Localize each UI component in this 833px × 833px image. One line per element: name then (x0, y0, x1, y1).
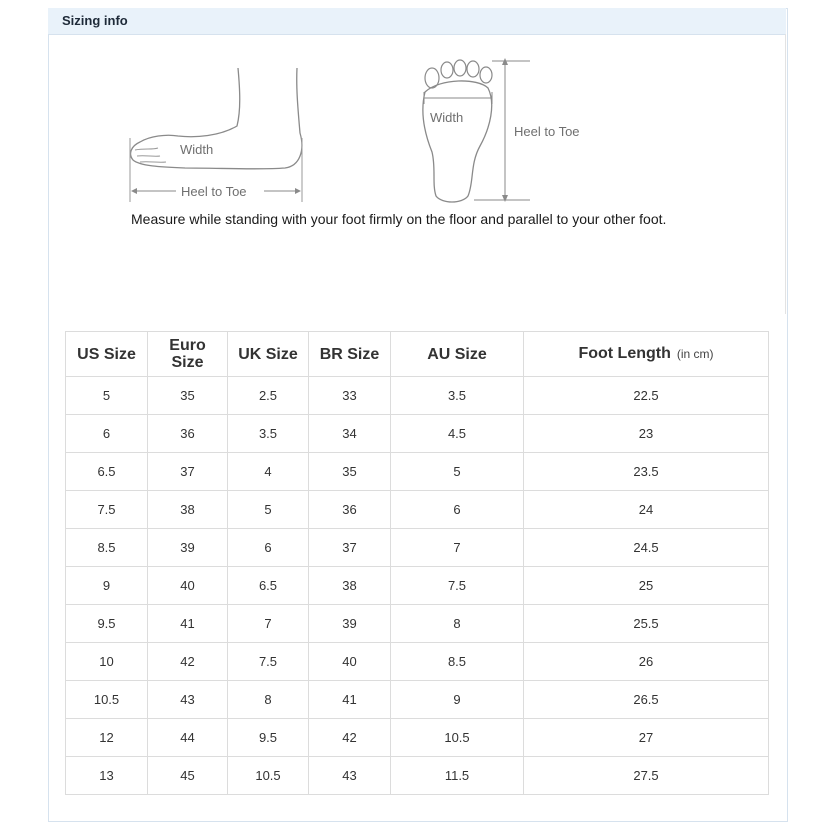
cell-au: 3.5 (391, 377, 524, 415)
cell-us: 9.5 (66, 605, 148, 643)
cell-euro: 39 (148, 529, 228, 567)
cell-br: 38 (309, 567, 391, 605)
cell-us: 10.5 (66, 681, 148, 719)
cell-uk: 9.5 (228, 719, 309, 757)
table-row (66, 643, 769, 681)
cell-uk: 7.5 (228, 643, 309, 681)
cell-br: 36 (309, 491, 391, 529)
header-euro-line2: Size (171, 354, 204, 371)
table-header-row (66, 332, 769, 377)
cell-au: 8.5 (391, 643, 524, 681)
cell-foot-length: 27.5 (524, 757, 769, 795)
cell-uk: 10.5 (228, 757, 309, 795)
toe-2 (441, 62, 453, 78)
cell-au: 5 (391, 453, 524, 491)
cell-foot-length: 25.5 (524, 605, 769, 643)
table-row (66, 529, 769, 567)
foot-measure-diagram (0, 0, 833, 240)
sole-outline (423, 81, 492, 202)
table-row (66, 605, 769, 643)
cell-br: 34 (309, 415, 391, 453)
header-uk-size: UK Size (228, 332, 309, 377)
table-row (66, 377, 769, 415)
cell-us: 8.5 (66, 529, 148, 567)
cell-au: 10.5 (391, 719, 524, 757)
cell-euro: 41 (148, 605, 228, 643)
cell-us: 6 (66, 415, 148, 453)
side-arrow-right (295, 188, 301, 194)
table-row (66, 453, 769, 491)
cell-au: 7.5 (391, 567, 524, 605)
header-us-size: US Size (66, 332, 148, 377)
cell-foot-length: 22.5 (524, 377, 769, 415)
cell-euro: 36 (148, 415, 228, 453)
cell-foot-length: 23.5 (524, 453, 769, 491)
cell-uk: 2.5 (228, 377, 309, 415)
measure-instruction: Measure while standing with your foot firmly on the floor and parallel to your other foot. (131, 211, 667, 227)
cell-br: 43 (309, 757, 391, 795)
cell-foot-length: 24 (524, 491, 769, 529)
cell-us: 9 (66, 567, 148, 605)
cell-au: 11.5 (391, 757, 524, 795)
side-arrow-left (131, 188, 137, 194)
side-foot-outline (131, 68, 302, 169)
cell-au: 8 (391, 605, 524, 643)
cell-euro: 37 (148, 453, 228, 491)
size-chart-table (65, 331, 769, 795)
cell-us: 7.5 (66, 491, 148, 529)
sole-arrow-bottom (502, 195, 508, 202)
cell-uk: 3.5 (228, 415, 309, 453)
table-row (66, 757, 769, 795)
sole-length-label: Heel to Toe (514, 124, 580, 139)
header-euro-size (148, 332, 228, 377)
cell-euro: 40 (148, 567, 228, 605)
header-br-size: BR Size (309, 332, 391, 377)
cell-us: 12 (66, 719, 148, 757)
cell-uk: 6.5 (228, 567, 309, 605)
cell-uk: 7 (228, 605, 309, 643)
toe-1 (425, 68, 439, 88)
cell-euro: 42 (148, 643, 228, 681)
cell-uk: 6 (228, 529, 309, 567)
cell-au: 9 (391, 681, 524, 719)
cell-uk: 4 (228, 453, 309, 491)
cell-au: 6 (391, 491, 524, 529)
cell-br: 35 (309, 453, 391, 491)
cell-us: 6.5 (66, 453, 148, 491)
cell-us: 13 (66, 757, 148, 795)
header-foot-length-label: Foot Length (578, 345, 671, 362)
cell-us: 10 (66, 643, 148, 681)
foot-diagram-svg (0, 0, 833, 240)
cell-uk: 8 (228, 681, 309, 719)
cell-foot-length: 26 (524, 643, 769, 681)
cell-euro: 38 (148, 491, 228, 529)
side-width-label: Width (180, 142, 214, 157)
cell-au: 4.5 (391, 415, 524, 453)
cell-au: 7 (391, 529, 524, 567)
cell-br: 42 (309, 719, 391, 757)
cell-br: 40 (309, 643, 391, 681)
side-length-label: Heel to Toe (181, 184, 247, 199)
cell-foot-length: 27 (524, 719, 769, 757)
cell-foot-length: 23 (524, 415, 769, 453)
table-row (66, 719, 769, 757)
toe-3 (454, 60, 466, 76)
cell-br: 33 (309, 377, 391, 415)
cell-uk: 5 (228, 491, 309, 529)
cell-br: 37 (309, 529, 391, 567)
cell-euro: 45 (148, 757, 228, 795)
cell-foot-length: 25 (524, 567, 769, 605)
header-foot-unit: (in cm) (676, 347, 714, 361)
sole-width-label: Width (430, 110, 464, 125)
toe-4 (467, 61, 479, 77)
cell-br: 41 (309, 681, 391, 719)
cell-euro: 43 (148, 681, 228, 719)
cell-euro: 44 (148, 719, 228, 757)
cell-euro: 35 (148, 377, 228, 415)
header-foot-length (524, 332, 769, 377)
side-toes (135, 148, 166, 162)
cell-foot-length: 26.5 (524, 681, 769, 719)
table-row (66, 415, 769, 453)
table-row (66, 681, 769, 719)
cell-foot-length: 24.5 (524, 529, 769, 567)
header-euro-line1: Euro (169, 337, 206, 354)
cell-us: 5 (66, 377, 148, 415)
header-au-size: AU Size (391, 332, 524, 377)
table-row (66, 491, 769, 529)
table-row (66, 567, 769, 605)
panel-title: Sizing info (62, 13, 128, 28)
cell-br: 39 (309, 605, 391, 643)
toe-5 (480, 67, 492, 83)
